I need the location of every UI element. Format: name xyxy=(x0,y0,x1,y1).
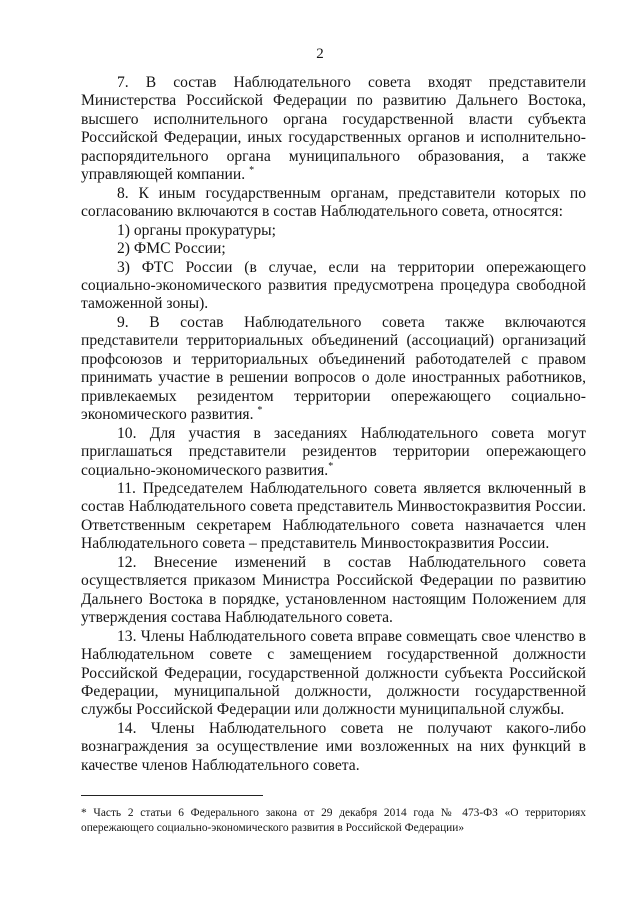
paragraph-7-text: 7. В состав Наблюдательного совета входят представители Министерства Российской Федерации по развитию Дальнего Востока, высшего исполнительного органа государственной власти субъекта Российской Федерации, иных государственных органов и исполнительно-распорядительного органа муниципального образования, а также управляющей компании. xyxy=(81,74,586,184)
paragraph-10-text: 10. Для участия в заседаниях Наблюдательного совета могут приглашаться представители резидентов территории опережающего социально-экономического развития. xyxy=(81,424,586,479)
paragraph-9-text: 9. В состав Наблюдательного совета также включаются представители территориальных объединений (ассоциаций) организаций профсоюзов и территориальных объединений работодателей с правом принимать участие в решении вопросов о доле иностранных работников, привлекаемых резидентом территории опережающего социально-экономического развития. xyxy=(81,313,586,424)
page-number: 2 xyxy=(316,46,324,62)
document-body xyxy=(81,74,586,775)
paragraph-12: 12. Внесение изменений в состав Наблюдательного совета осуществляется приказом Министра Российской Федерации по развитию Дальнего Востока в порядке, установленном настоящим Положением для утверждения состава Наблюдательного совета. xyxy=(81,553,586,627)
footnote: * Часть 2 статьи 6 Федерального закона от 29 декабря 2014 года № 473-ФЗ «О территориях опережающего социально-экономического развития в Российской Федерации» xyxy=(81,807,586,834)
footnote-mark: * xyxy=(249,165,255,177)
footnote-separator xyxy=(81,795,263,796)
footnote-mark: * xyxy=(328,460,334,472)
paragraph-10 xyxy=(81,425,586,480)
list-item-3: 3) ФТС России (в случае, если на территории опережающего социально-экономического развития предусмотрена процедура свободной таможенной зоны). xyxy=(81,258,586,313)
footnote-mark: * xyxy=(257,404,263,416)
paragraph-14: 14. Члены Наблюдательного совета не получают какого-либо вознаграждения за осуществление ими возложенных на них функций в качестве членов Наблюдательного совета. xyxy=(81,719,586,774)
paragraph-8: 8. К иным государственным органам, представители которых по согласованию включаются в состав Наблюдательного совета, относятся: xyxy=(81,184,586,221)
list-item-1: 1) органы прокуратуры; xyxy=(117,221,276,239)
list-item-2: 2) ФМС России; xyxy=(117,240,226,258)
paragraph-9 xyxy=(81,314,586,425)
paragraph-13: 13. Члены Наблюдательного совета вправе совмещать свое членство в Наблюдательном совете с замещением государственной должности Российской Федерации, государственной должности субъекта Российской Федерации, муниципальной должности, должности государственной службы Российской Федерации или должности муниципальной службы. xyxy=(81,627,586,719)
paragraph-11: 11. Председателем Наблюдательного совета является включенный в состав Наблюдательного совета представитель Минвостокразвития России. Ответственным секретарем Наблюдательного совета назначается член Наблюдательного совета – представитель Минвостокразвития России. xyxy=(81,479,586,553)
paragraph-7 xyxy=(81,74,586,185)
